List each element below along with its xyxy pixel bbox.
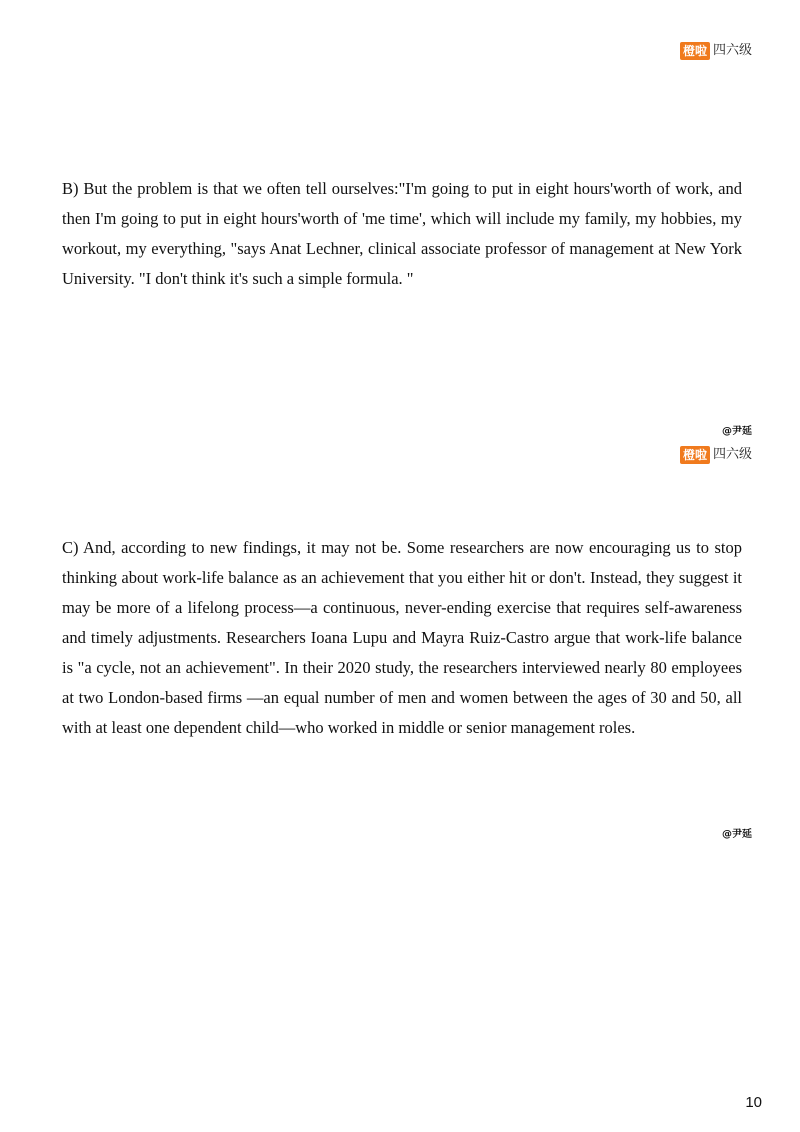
author-credit-1: @尹延	[722, 426, 752, 437]
paragraph-b: B) But the problem is that we often tell ourselves:"I'm going to put in eight hours'worth of work, and then I'm going to put in eight hours'worth of 'me time', which will include my family, my hobbies, my workout, my everything, "says Anat Lechner, clinical associate professor of management at New York University. "I don't think it's such a simple formula. "	[62, 179, 742, 288]
brand-header-middle	[680, 446, 752, 464]
brand-logo: 橙啦	[680, 42, 710, 60]
author-credit-2: @尹延	[722, 829, 752, 840]
paragraph-c: C) And, according to new findings, it may not be. Some researchers are now encouraging us to stop thinking about work-life balance as an achievement that you either hit or don't. Instead, they suggest it may be more of a lifelong process—a continuous, never-ending exercise that requires self-awareness and timely adjustments. Researchers Ioana Lupu and Mayra Ruiz-Castro argue that work-life balance is "a cycle, not an achievement". In their 2020 study, the researchers interviewed nearly 80 employees at two London-based firms —an equal number of men and women between the ages of 30 and 50, all with at least one dependent child—who worked in middle or senior management roles.	[62, 538, 742, 737]
brand-name: 四六级	[712, 43, 752, 58]
page-number: 10	[745, 1094, 762, 1111]
brand-header-top	[680, 42, 752, 60]
brand-name: 四六级	[712, 447, 752, 462]
brand-logo: 橙啦	[680, 446, 710, 464]
